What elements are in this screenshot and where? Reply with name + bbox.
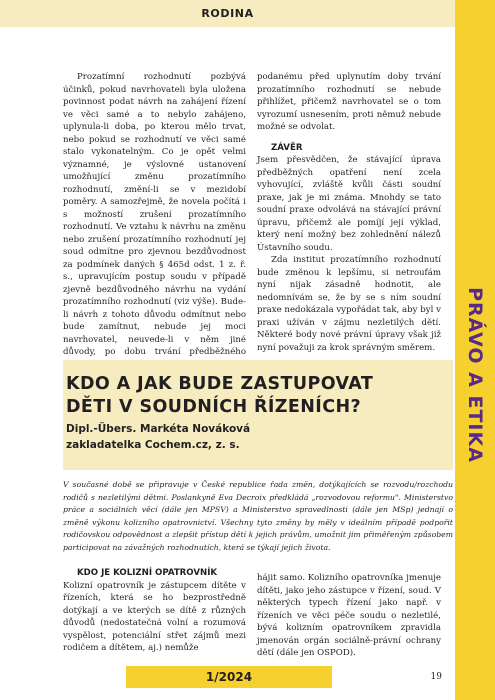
- lower-left-column: [63, 567, 246, 655]
- section-header: RODINA: [201, 7, 254, 20]
- headline-line: DĚTI V SOUDNÍCH ŘÍZENÍCH?: [66, 397, 362, 417]
- body-paragraph: Zda institut prozatímního rozhodnutí bude změnou k lepšímu, si netroufám nyní nijak zásadně hodnotit, ale nedomnívám se, že by se s ním soudní praxe nedokázala vypořádat tak, aby byl v praxi užíván v zájmu nezletilých dětí. Některé body nové právní úpravy však již nyní považuji za krok správným směrem.: [257, 255, 441, 353]
- issue-label: 1/2024: [205, 670, 253, 684]
- author-affiliation: zakladatelka Cochem.cz, z. s.: [66, 439, 240, 451]
- upper-left-column: [63, 71, 246, 371]
- body-paragraph: Jsem přesvědčen, že stávající úprava předběžných opatření není zcela vyhovující, zvláště kvůli části soudní praxe, jak je mi známa. Mnohdy se tato soudní praxe odvolává na stávající právní úpravu, přičemž ale pomíjí její výklad, který není možný bez zohlednění nálezů Ústavního soudu.: [257, 155, 441, 253]
- section-heading-guardian: KDO JE KOLIZNÍ OPATROVNÍK: [77, 568, 218, 578]
- article-author: [66, 421, 446, 453]
- upper-right-column: [257, 71, 441, 354]
- lower-right-column: [257, 572, 441, 660]
- author-name: Dipl.-Übers. Markéta Nováková: [66, 423, 251, 435]
- article-abstract: V současné době se připravuje v České republice řada změn, dotýkajících se rozvodu/rozchodu rodičů s nezletilými dětmi. Poslankyně Eva Decroix předkládá „rozvodovou reformu". Ministerstvo práce a sociálních věcí (dále jen MPSV) a Ministerstvo spravedlnosti (dále jen MSp) jednají o změně výkonu kolizního opatrovnictví. Všechny tyto změny by měly v ideálním případě podpořit rodičovskou odpovědnost a zlepšit přístup dětí k jejich právům, umožnit jim přiměřeným způsobem participovat na závažných rozhodnutích, která se týkají jejich života.: [63, 480, 453, 552]
- sidebar-label: PRÁVO A ETIKA: [464, 287, 486, 463]
- body-paragraph: podanému před uplynutím doby trvání prozatímního rozhodnutí se nebude přihlížet, přičemž navrhovatel se o tom vyrozumí usnesením, proti němuž nebude možné se odvolat.: [257, 72, 441, 132]
- body-paragraph: Kolizní opatrovník je zástupcem dítěte v řízeních, která se ho bezprostředně dotýkají a ve kterých se dítě z různých důvodů (nedostatečná volní a rozumová vyspělost, potenciální střet zájmů mezi rodičem a dítětem, aj.) nemůže: [63, 580, 246, 653]
- body-paragraph: hájit samo. Kolizního opatrovníka jmenuje dítěti, jako jeho zástupce v řízení, soud. V některých typech řízení jako např. v řízeních ve věci péče soudu o nezletilé, bývá kolizním opatrovníkem zpravidla jmenován orgán sociálně-právní ochrany dětí (dále jen OSPOD).: [257, 573, 441, 658]
- section-heading-conclusion: ZÁVĚR: [271, 142, 303, 153]
- page-number: 19: [430, 672, 442, 682]
- sidebar-label-wrap: [455, 287, 495, 463]
- article-headline: [66, 373, 446, 419]
- body-paragraph: Prozatímní rozhodnutí pozbývá účinků, pokud navrhovateli byla uložena povinnost podat návrh na zahájení řízení ve věci samé a to nebylo zahájeno, uplynula-li doba, po kterou mělo trvat, nebo pokud se rozhodnutí ve věci samé stalo vykonatelným. Co je opět velmi významné, je výslovné ustanovení umožňující změnu prozatímního rozhodnutí, změní-li se v mezidobí poměry. A samozřejmě, že novela počítá i s možností zrušení prozatímního rozhodnutí. Ve vztahu k návrhu na změnu nebo zrušení prozatímního rozhodnutí jej soud odmítne pro zjevnou bezdůvodnost za podmínek daných § 465d odst. 1 z. ř. s., upravujícím postup soudu v případě zjevně bezdůvodného návrhu na vydání prozatímního rozhodnutí (viz výše). Bude-li návrh z tohoto důvodu odmítnut nebo bude zamítnut, nebude jej moci navrhovatel, neuvede-li v něm jiné důvody, po dobu trvání předběžného: [63, 72, 246, 357]
- headline-line: KDO A JAK BUDE ZASTUPOVAT: [66, 374, 374, 394]
